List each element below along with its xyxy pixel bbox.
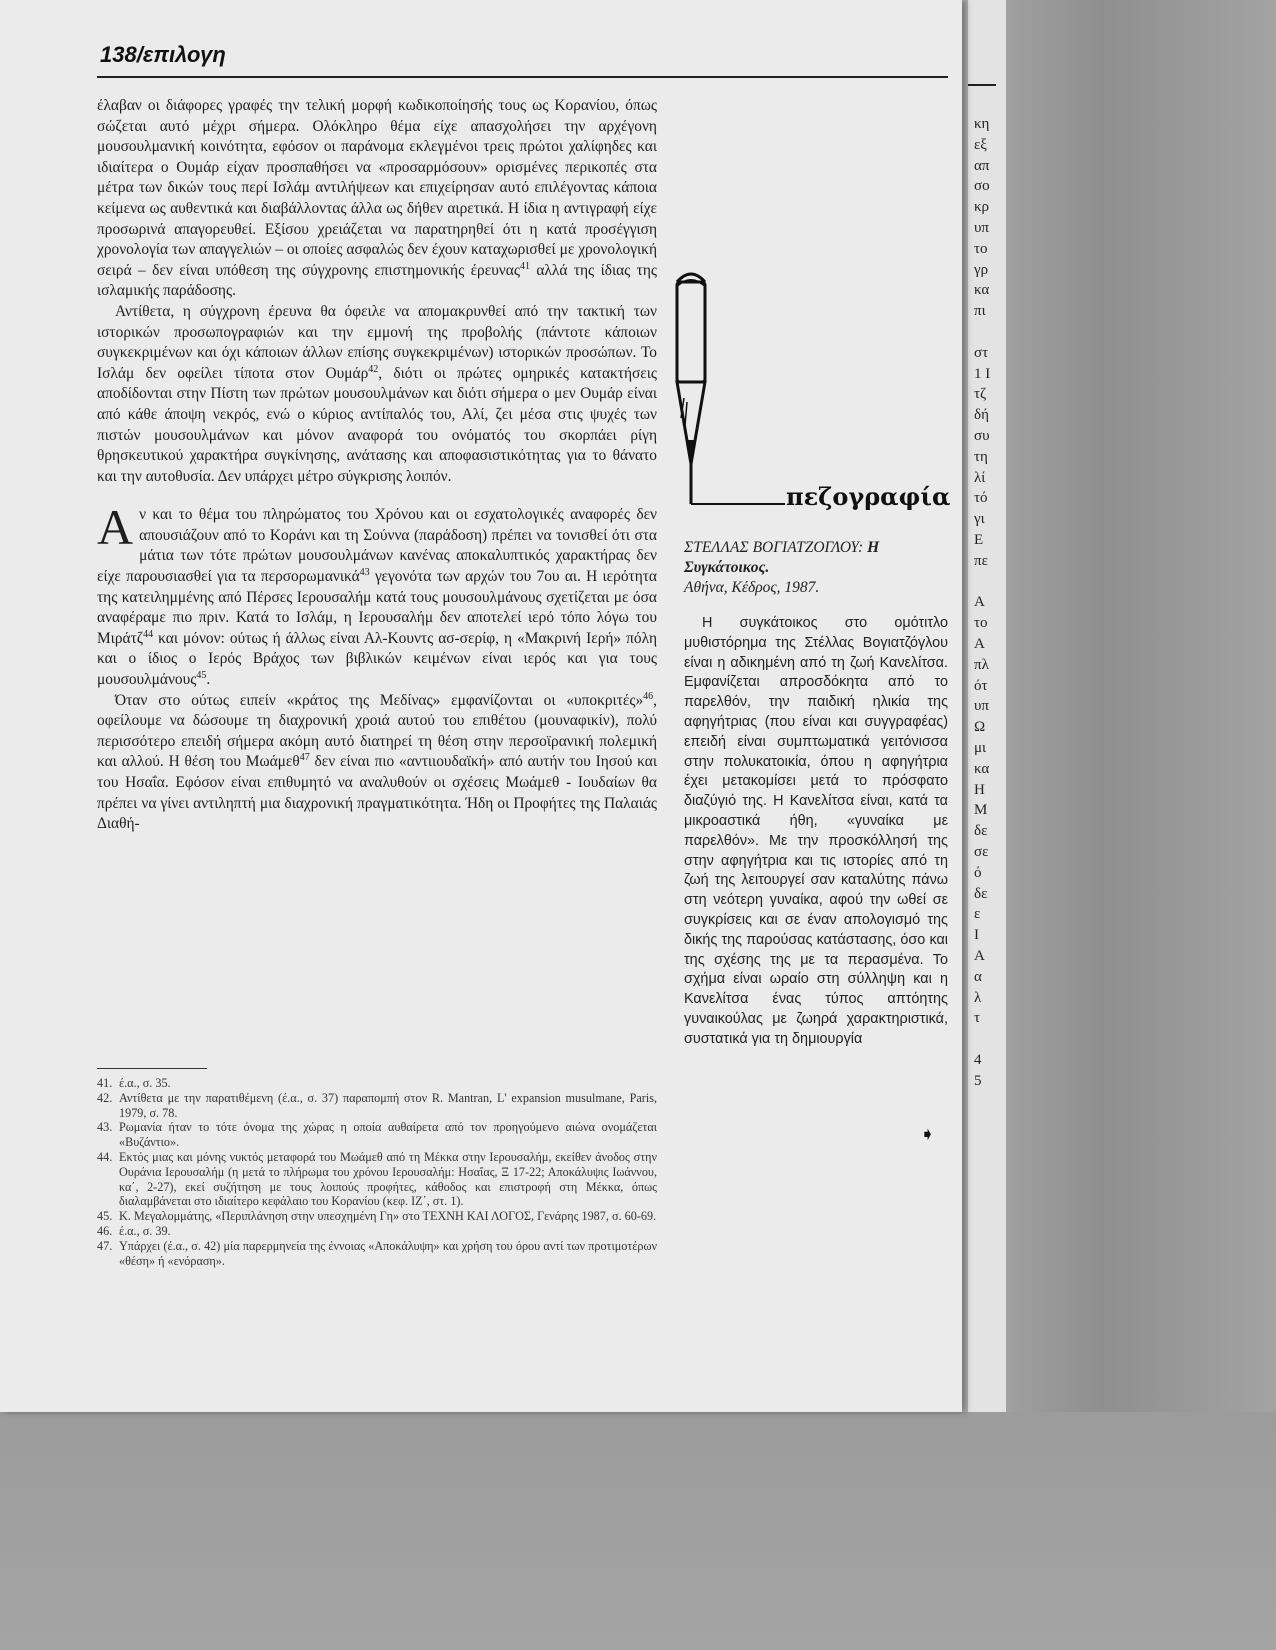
next-page-fragment: πι <box>974 303 986 320</box>
next-page-fragment: κα <box>974 282 990 299</box>
footnote-ref: 45 <box>196 669 207 681</box>
article-paragraph: Αντίθετα, η σύγχρονη έρευνα θα όφειλε να απομακρυνθεί από την τακτική των ιστορικών προσωπογραφιών και την εμμονή της προβολής (πάντοτε κάποιων συγκεκριμένων και όχι κάποιων άλλων επίσης συγκεκριμένων) ιστορικών προσώπων. Το Ισλάμ δεν οφείλει τίποτα στον Ουμάρ$^{42}$, διότι οι πρώτες ομηρικές κατακτήσεις αποδίδονται στην Πίστη των πρώτων μουσουλμάνων και διότι σήμερα ο μεν Ουμάρ είναι από κάθε άποψη νεκρός, ενώ ο κύριος αντίπαλός του, Αλί, ζει μέσα στις ψυχές των πιστών μουσουλμάνων και μόνον αναφορά του ονόματός του σκορπάει ρίγη θρησκευτικού χαρακτήρα συγκίνησης, ανάτασης και αποφασιστικότητας για το θάνατο και την αυτοθυσία. Δεν υπάρχει μέτρο σύγκρισης λοιπόν. <box>97 302 657 485</box>
next-page-fragment: Ε <box>974 532 984 548</box>
next-page-fragment: πε <box>974 552 988 569</box>
next-page-fragment: Α <box>974 636 985 652</box>
next-page-fragment: δε <box>974 823 988 840</box>
next-page-fragment: πλ <box>974 656 989 673</box>
review-text: Η συγκάτοικος στο ομότιτλο μυθιστόρημα της Στέλλας Βογιατζόγλου είναι η αδικημένη από τη ζωή Κανελίτσα. Εμφανίζεται απροσδόκητα από το παρελθόν, την παιδική ηλικία της αφηγήτριας (που είναι και συγγραφέας) επειδή είναι συμπτωματικά γειτόνισσα στην πολυκατοικία, όπου η αφηγήτρια έχει μετακομίσει μετά το πρόσφατο διαζύγιό της. Η Κανελίτσα είναι, κατά τα μικροαστικά ήθη, «γυναίκα με παρελθόν». Με την προσκόλλησή της στην αφηγήτρια και τις ιστορίες από τη ζωή της λειτουργεί σαν καταλύτης πάνω στη νεότερη γυναίκα, αφού την ωθεί σε συγκρίσεις και σε έναν απολογισμό της δικής της παρούσας κατάστασης, όσο και της σχέσης της με τα περασμένα. Το σχήμα είναι ωραίο στη σύλληψη και η Κανελίτσα ένας τύπος απτόητης γυναικούλας με ζωηρά χαρακτηριστικά, συστατικά για τη δημιουργία <box>684 615 948 1047</box>
next-page-fragment: λί <box>974 469 986 486</box>
footnote-text: Ρωμανία ήταν το τότε όνομα της χώρας η οποία αυθαίρετα από τον προηγούμενο αιώνα ονομάζεται «Βυζάντιο». <box>119 1120 657 1150</box>
header-rule <box>97 76 948 78</box>
footnote-text: Κ. Μεγαλομμάτης, «Περιπλάνηση στην υπεσχημένη Γη» στο ΤΕΧΝΗ ΚΑΙ ΛΟΓΟΣ, Γενάρης 1987, σ. 60-69. <box>119 1209 657 1224</box>
review-author: ΣΤΕΛΛΑΣ ΒΟΓΙΑΤΖΟΓΛΟΥ: <box>684 539 864 556</box>
footnote-number: 45. <box>97 1209 113 1224</box>
next-page-fragment: α <box>974 968 982 985</box>
next-page-fragment: ε <box>974 906 981 923</box>
next-page-fragment: συ <box>974 428 990 444</box>
footnote-text: έ.α., σ. 39. <box>119 1223 171 1238</box>
page-header: 138/επιλογη <box>100 42 226 67</box>
next-page-fragment: ό <box>974 864 982 881</box>
next-page-fragment: το <box>974 615 988 632</box>
footnote-ref: 41 <box>519 260 530 272</box>
footnote-rule <box>97 1068 207 1069</box>
drop-cap: Α <box>97 499 134 556</box>
next-page-fragment: Μ <box>974 802 988 819</box>
article-paragraph: Αν και το θέμα του πληρώματος του Χρόνου και οι εσχατολογικές αναφορές δεν απουσιάζουν από το Κοράνι και τη Σούννα (παράδοση) πρέπει να τονισθεί ότι στα μάτια των τότε πρώτων μουσουλμάνων κανένας αποκαλυπτικός χαρακτήρας δεν είχε παρουσιασθεί για τα περσορωμανικά$^{43}$ γεγονότα των αρχών του 7ου αι. Η ιερότητα της κατειλημμένης από Πέρσες Ιερουσαλήμ κατά τους μουσουλμάνους σχετίζεται με όσα αναφέραμε πιο πριν. Κατά το Ισλάμ, η Ιερουσαλήμ δεν αποτελεί ιερό τόπο λόγω του Μιράτζ$^{44}$ και μόνον: ούτως ή άλλως είναι Αλ-Κουντς ασ-σερίφ, η «Μακρινή Ιερή» πόλη και ο ίδιος ο Ιερός Βράχος των βιβλικών κειμένων είναι ιερός και για τους μουσουλμάνους$^{45}$. <box>97 499 657 689</box>
next-page-fragment: εξ <box>974 136 987 153</box>
footnote-number: 41. <box>97 1076 113 1090</box>
next-page-fragment: το <box>974 240 988 257</box>
next-page-fragment: κη <box>974 116 990 132</box>
main-article <box>97 96 657 835</box>
article-paragraph: έλαβαν οι διάφορες γραφές την τελική μορφή κωδικοποίησής τους ως Κορανίου, όπως σώζεται αυτό μέχρι σήμερα. Ολόκληρο θέμα είχε απασχολήσει την αρχέγονη μουσουλμανική κοινότητα, εφόσον οι παράνομα εκλεγμένοι τρεις πρώτοι χαλίφηδες και ιδιαίτερα ο Ουμάρ είχαν προσπαθήσει να «προσαρμόσουν» ορισμένες περικοπές στα μέτρα των δικών τους περί Ισλάμ αντιλήψεων και επιχείρησαν αυτό επιλέγοντας κάποια κείμενα ως αυθεντικά και διαβάλλοντας άλλα ως δήθεν αιρετικά. Η ίδια η αντιγραφή είχε προσωρινά απαγορευθεί. Εξίσου χρειάζεται να παρατηρηθεί ότι η κατά προσέγγιση χρονολογία των απαγγελιών – οι οποίες ασφαλώς δεν έχουν καταχωρισθεί με χρονολογική σειρά – δεν είναι υπόθεση της σύγχρονης επιστημονικής έρευνας$^{41}$ αλλά της ίδιας της ισλαμικής παράδοσης. <box>97 97 658 300</box>
next-page-fragment: Α <box>974 948 985 964</box>
footnote-number: 44. <box>97 1149 113 1164</box>
footnote <box>97 1224 657 1239</box>
next-page-fragment: ότ <box>974 677 988 694</box>
footnote-number: 47. <box>97 1238 113 1253</box>
pencil-icon <box>675 268 785 508</box>
footnote <box>97 1239 657 1269</box>
next-page-fragment: λ <box>974 989 982 1006</box>
next-page-fragment: υπ <box>974 220 989 236</box>
review-book-title: Η Συγκάτοικος. <box>684 539 880 576</box>
footnote-number: 43. <box>97 1120 113 1135</box>
next-page-fragment: γι <box>974 511 985 528</box>
arrow-right-icon: ➧ <box>920 1124 936 1145</box>
next-page-fragment: τ <box>974 1010 981 1027</box>
next-page-fragment: σο <box>974 178 990 195</box>
next-page-fragment: 1 Ι <box>974 365 991 382</box>
next-page-rule <box>968 84 996 86</box>
next-page-fragment: 5 <box>974 1072 982 1089</box>
review-publication: Αθήνα, Κέδρος, 1987. <box>684 579 820 596</box>
footnote-text: Υπάρχει (έ.α., σ. 42) μία παρερμηνεία της έννοιας «Αποκάλυψη» και χρήση του όρου αντί των προτιμοτέρων «θέση» ή «ενόραση». <box>119 1238 657 1268</box>
footnote-text: Εκτός μιας και μόνης νυκτός μεταφορά του Μωάμεθ από τη Μέκκα στην Ιερουσαλήμ, εκείθεν άνοδος στην Ουράνια Ιερουσαλήμ (η μετά το πλήρωμα του χρόνου Ιερουσαλήμ: Ησαΐας, Ξ 17-22; Αποκάλυψις Ιωάννου, κα΄, 2-27), εκεί συζήτηση με τους λοιπούς προφήτες, κάθοδος και επιστροφή στη Μέκκα, όπως διαλαμβάνεται στο ιδιαίτερο κεφάλαιο του Κορανίου (κεφ. ΙΖ΄, στ. 1). <box>119 1149 657 1209</box>
next-page-fragment: τη <box>974 448 988 465</box>
next-page-fragment: δε <box>974 885 988 902</box>
next-page-edge <box>968 0 1006 1412</box>
scan-background <box>0 1412 1276 1650</box>
next-page-fragment: σε <box>974 844 989 860</box>
review-heading <box>684 538 954 598</box>
next-page-fragment: απ <box>974 157 990 174</box>
footnote-ref: 42 <box>368 363 379 375</box>
footnotes <box>97 1076 657 1268</box>
next-page-fragment: Ι <box>974 927 979 944</box>
footnote-number: 42. <box>97 1090 113 1105</box>
footnote-ref: 46 <box>643 690 654 702</box>
next-page-fragment: δή <box>974 407 989 424</box>
next-page-fragment: Η <box>974 781 985 798</box>
footnote-number: 46. <box>97 1223 113 1238</box>
section-title: πεζογραφία <box>786 482 951 511</box>
next-page-fragment: κα <box>974 760 990 777</box>
next-page-fragment: Ω <box>974 719 986 736</box>
footnote-text: Αντίθετα με την παρατιθέμενη (έ.α., σ. 37) παραπομπή στον R. Mantran, L' expansion musulmane, Paris, 1979, σ. 78. <box>119 1090 657 1120</box>
next-page-fragment: Α <box>974 594 985 611</box>
next-page-fragment: υπ <box>974 698 989 715</box>
next-page-fragment: 4 <box>974 1052 982 1068</box>
next-page-fragment: μι <box>974 740 987 756</box>
footnote-text: έ.α., σ. 35. <box>119 1076 171 1090</box>
footnote-ref: 47 <box>299 752 310 764</box>
next-page-fragment: κρ <box>974 199 990 216</box>
next-page-fragment: τό <box>974 490 988 507</box>
next-page-fragment: στ <box>974 344 989 361</box>
next-page-fragment: τζ <box>974 386 987 403</box>
footnote <box>97 1091 657 1121</box>
footnote-ref: 44 <box>143 628 154 640</box>
footnote <box>97 1076 657 1091</box>
next-page-fragment: γρ <box>974 261 989 278</box>
article-paragraph: Όταν στο ούτως ειπείν «κράτος της Μεδίνας» εμφανίζονται οι «υποκριτές»$^{46}$, οφείλουμε να δώσουμε τη διαχρονική χροιά αυτού του επιθέτου (μουναφικίν), πολύ περισσότερο επειδή σήμερα ακόμη αυτό διατηρεί τη θέση στην περσοϊρανική πολεμική και αλλού. Η θέση του Μωάμεθ$^{47}$ δεν είναι πιο «αντιιουδαϊκή» από αυτήν του Ιησού και του Ησαΐα. Εφόσον είναι επιθυμητό να αναλυθούν οι σχέσεις Μωάμεθ - Ιουδαίων θα πρέπει να γίνει αντιληπτή μια διαχρονική πραγματικότητα. Ήδη οι Προφήτες της Παλαιάς Διαθή- <box>97 690 657 833</box>
footnote <box>97 1209 657 1224</box>
footnote <box>97 1150 657 1209</box>
footnote-ref: 43 <box>359 566 370 578</box>
footnote <box>97 1120 657 1150</box>
